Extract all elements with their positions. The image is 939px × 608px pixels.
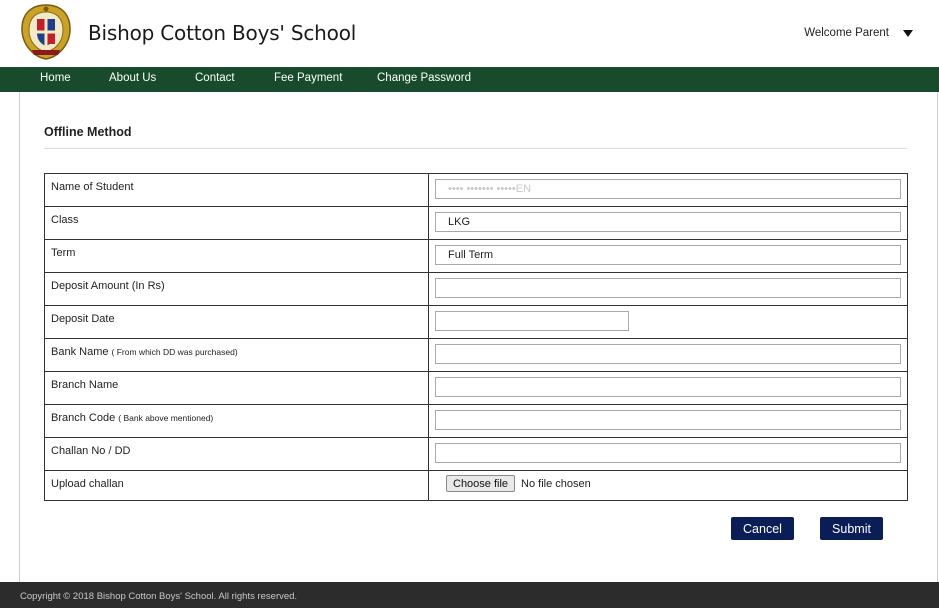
field-cell <box>429 273 908 306</box>
term-field[interactable]: Full Term <box>435 245 901 265</box>
branch-name-input[interactable] <box>435 377 901 397</box>
field-cell <box>429 405 908 438</box>
label-deposit-date: Deposit Date <box>45 306 429 339</box>
label-student-name: Name of Student <box>45 174 429 207</box>
label-class: Class <box>45 207 429 240</box>
file-status: No file chosen <box>521 477 591 490</box>
header <box>0 0 939 67</box>
nav-home[interactable]: Home <box>40 72 71 84</box>
nav-about-us[interactable]: About Us <box>109 72 157 84</box>
footer <box>0 582 939 608</box>
form-row <box>45 273 908 306</box>
label-upload-challan: Upload challan <box>45 471 429 501</box>
main-nav <box>0 67 939 92</box>
label-bank-name: Bank Name ( From which DD was purchased) <box>45 339 429 372</box>
nav-change-password[interactable]: Change Password <box>377 72 471 84</box>
section-title: Offline Method <box>44 125 132 139</box>
label-term: Term <box>45 240 429 273</box>
label-challan-no: Challan No / DD <box>45 438 429 471</box>
form-row <box>45 174 908 207</box>
bank-name-input[interactable] <box>435 344 901 364</box>
deposit-date-input[interactable] <box>435 311 629 331</box>
challan-no-input[interactable] <box>435 443 901 463</box>
cancel-button[interactable]: Cancel <box>731 517 794 540</box>
nav-contact[interactable]: Contact <box>195 72 235 84</box>
form-row <box>45 207 908 240</box>
form-row <box>45 471 908 501</box>
welcome-text: Welcome Parent <box>804 27 889 39</box>
upload-challan-file-input <box>446 475 901 492</box>
field-cell <box>429 339 908 372</box>
deposit-amount-input[interactable] <box>435 278 901 298</box>
label-deposit-amount: Deposit Amount (In Rs) <box>45 273 429 306</box>
offline-payment-form <box>44 173 908 501</box>
form-row <box>45 405 908 438</box>
student-name-field[interactable]: •••• ••••••• •••••EN <box>435 179 901 199</box>
label-bank-name-hint: ( From which DD was purchased) <box>111 347 238 357</box>
field-cell <box>429 174 908 207</box>
nav-fee-payment[interactable]: Fee Payment <box>274 72 343 84</box>
copyright-text: Copyright © 2018 Bishop Cotton Boys' School. All rights reserved. <box>20 591 298 602</box>
label-branch-name: Branch Name <box>45 372 429 405</box>
class-field[interactable]: LKG <box>435 212 901 232</box>
school-name: Bishop Cotton Boys' School <box>88 21 357 45</box>
field-cell <box>429 471 908 501</box>
label-branch-code-hint: ( Bank above mentioned) <box>118 413 214 423</box>
school-crest-logo[interactable] <box>20 3 72 61</box>
choose-file-button[interactable]: Choose file <box>446 475 515 492</box>
form-row <box>45 240 908 273</box>
section-divider <box>44 148 907 149</box>
branch-code-input[interactable] <box>435 410 901 430</box>
form-row <box>45 438 908 471</box>
submit-button[interactable]: Submit <box>820 517 883 540</box>
field-cell <box>429 306 908 339</box>
label-branch-code: Branch Code ( Bank above mentioned) <box>45 405 429 438</box>
form-row <box>45 339 908 372</box>
field-cell <box>429 207 908 240</box>
form-row <box>45 372 908 405</box>
form-row <box>45 306 908 339</box>
field-cell <box>429 438 908 471</box>
user-menu-caret-icon[interactable] <box>903 30 913 37</box>
field-cell <box>429 372 908 405</box>
field-cell <box>429 240 908 273</box>
